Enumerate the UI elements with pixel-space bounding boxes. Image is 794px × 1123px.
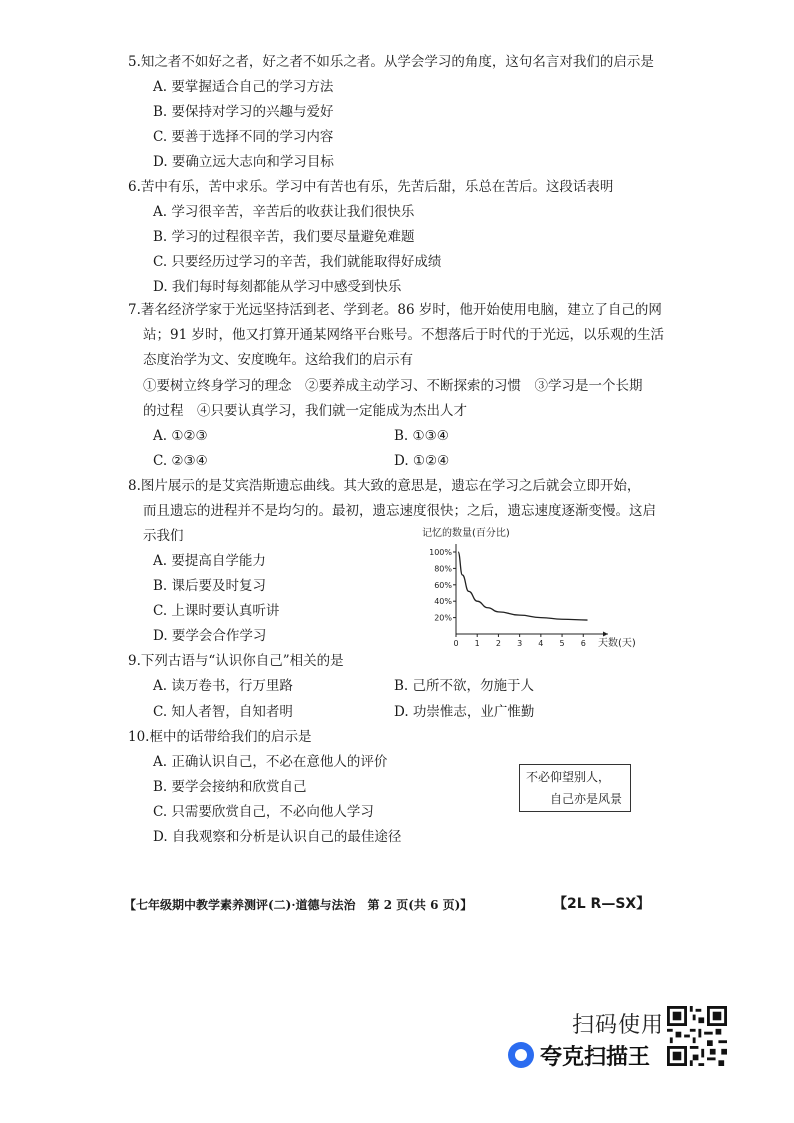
chart-x-tick-label: 2 (495, 639, 501, 648)
chart-x-tick-label: 6 (580, 639, 586, 648)
q10-option-a: A. 正确认识自己，不必在意他人的评价 (153, 754, 388, 770)
scan-to-use-label: 扫码使用 (572, 1013, 665, 1038)
q7-stem-line2: 站；91 岁时，他又打算开通某网络平台账号。不想落后于时代的于光远，以乐观的生活 (143, 327, 664, 343)
chart-y-tick-label: 80% (434, 564, 452, 574)
chart-ylabel: 记忆的数量(百分比) (422, 528, 510, 539)
q10-stem: 10.框中的话带给我们的启示是 (128, 729, 312, 745)
page-footer: 【七年级期中教学素养测评(二)·道德与法治 第 2 页(共 6 页)】 (124, 898, 473, 912)
q6-option-b: B. 学习的过程很辛苦，我们要尽量避免难题 (153, 229, 415, 245)
scanner-brand (508, 1040, 650, 1070)
quote-line-1: 不必仰望别人， (526, 770, 611, 784)
q8-option-d: D. 要学会合作学习 (153, 628, 267, 644)
quote-line-2: 自己亦是风景 (550, 792, 623, 806)
q10-option-c: C. 只需要欣赏自己，不必向他人学习 (153, 804, 374, 820)
q7-option-b: B. ①③④ (394, 428, 449, 444)
q8-option-b: B. 课后要及时复习 (153, 578, 267, 594)
chart-x-tick-label: 1 (474, 639, 480, 648)
q8-stem-line3: 示我们 (143, 528, 184, 544)
q10-option-b: B. 要学会接纳和欣赏自己 (153, 779, 307, 795)
forgetting-curve-chart (412, 524, 652, 654)
chart-x-axis-arrow (603, 632, 608, 637)
forgetting-curve-line (458, 552, 587, 620)
q8-stem-line2: 而且遗忘的进程并不是均匀的。最初，遗忘速度很快；之后，遗忘速度逐渐变慢。这启 (143, 503, 656, 519)
q5-option-d: D. 要确立远大志向和学习目标 (153, 154, 334, 170)
q7-statements-line1: ①要树立终身学习的理念 ②要养成主动学习、不断探索的习惯 ③学习是一个长期 (143, 378, 643, 394)
q8-option-a: A. 要提高自学能力 (153, 553, 266, 569)
qr-code-icon (667, 1006, 727, 1066)
q6-option-a: A. 学习很辛苦，辛苦后的收获让我们很快乐 (153, 204, 415, 220)
chart-x-tick-label: 4 (538, 639, 544, 648)
chart-y-tick-label: 40% (434, 597, 452, 607)
q7-statements-line2: 的过程 ④只要认真学习，我们就一定能成为杰出人才 (143, 403, 467, 419)
chart-y-tick-label: 100% (429, 548, 452, 557)
q7-stem-line1: 7.著名经济学家于光远坚持活到老、学到老。86 岁时，他开始使用电脑，建立了自己的网 (128, 302, 662, 318)
q8-option-c: C. 上课时要认真听讲 (153, 603, 280, 619)
brand-logo-icon (508, 1042, 534, 1068)
q8-stem-line1: 8.图片展示的是艾宾浩斯遗忘曲线。其大致的意思是，遗忘在学习之后就会立即开始， (128, 478, 641, 494)
q6-option-c: C. 只要经历过学习的辛苦，我们就能取得好成绩 (153, 254, 442, 270)
q5-option-c: C. 要善于选择不同的学习内容 (153, 129, 334, 145)
q9-option-a: A. 读万卷书，行万里路 (153, 678, 293, 694)
q6-stem: 6.苦中有乐，苦中求乐。学习中有苦也有乐，先苦后甜，乐总在苦后。这段话表明 (128, 179, 614, 195)
q9-option-b: B. 己所不欲，勿施于人 (394, 678, 535, 694)
q5-option-b: B. 要保持对学习的兴趣与爱好 (153, 104, 334, 120)
q6-option-d: D. 我们每时每刻都能从学习中感受到快乐 (153, 279, 402, 295)
brand-name: 夸克扫描王 (540, 1044, 651, 1070)
chart-x-tick-label: 3 (517, 639, 523, 648)
chart-x-tick-label: 0 (453, 639, 459, 648)
q9-option-c: C. 知人者智，自知者明 (153, 704, 293, 720)
chart-series (458, 552, 587, 620)
q7-option-a: A. ①②③ (153, 428, 208, 444)
q7-option-d: D. ①②④ (394, 453, 450, 469)
q10-option-d: D. 自我观察和分析是认识自己的最佳途径 (153, 829, 402, 845)
quote-box (519, 764, 631, 812)
chart-y-tick-label: 20% (434, 613, 452, 623)
q9-stem: 9.下列古语与“认识你自己”相关的是 (128, 653, 344, 669)
chart-ticks (429, 548, 586, 648)
chart-x-tick-label: 5 (559, 639, 565, 648)
q7-stem-line3: 态度治学为文、安度晚年。这给我们的启示有 (143, 352, 413, 368)
q9-option-d: D. 功崇惟志，业广惟勤 (394, 704, 535, 720)
q5-stem: 5.知之者不如好之者，好之者不如乐之者。从学会学习的角度，这句名言对我们的启示是 (128, 54, 654, 70)
q5-option-a: A. 要掌握适合自己的学习方法 (153, 79, 334, 95)
chart-xlabel: 天数(天) (598, 638, 636, 649)
chart-axes (456, 544, 608, 637)
q7-option-c: C. ②③④ (153, 453, 208, 469)
paper-code: 【2L R—SX】 (553, 896, 651, 912)
chart-y-tick-label: 60% (434, 580, 452, 590)
